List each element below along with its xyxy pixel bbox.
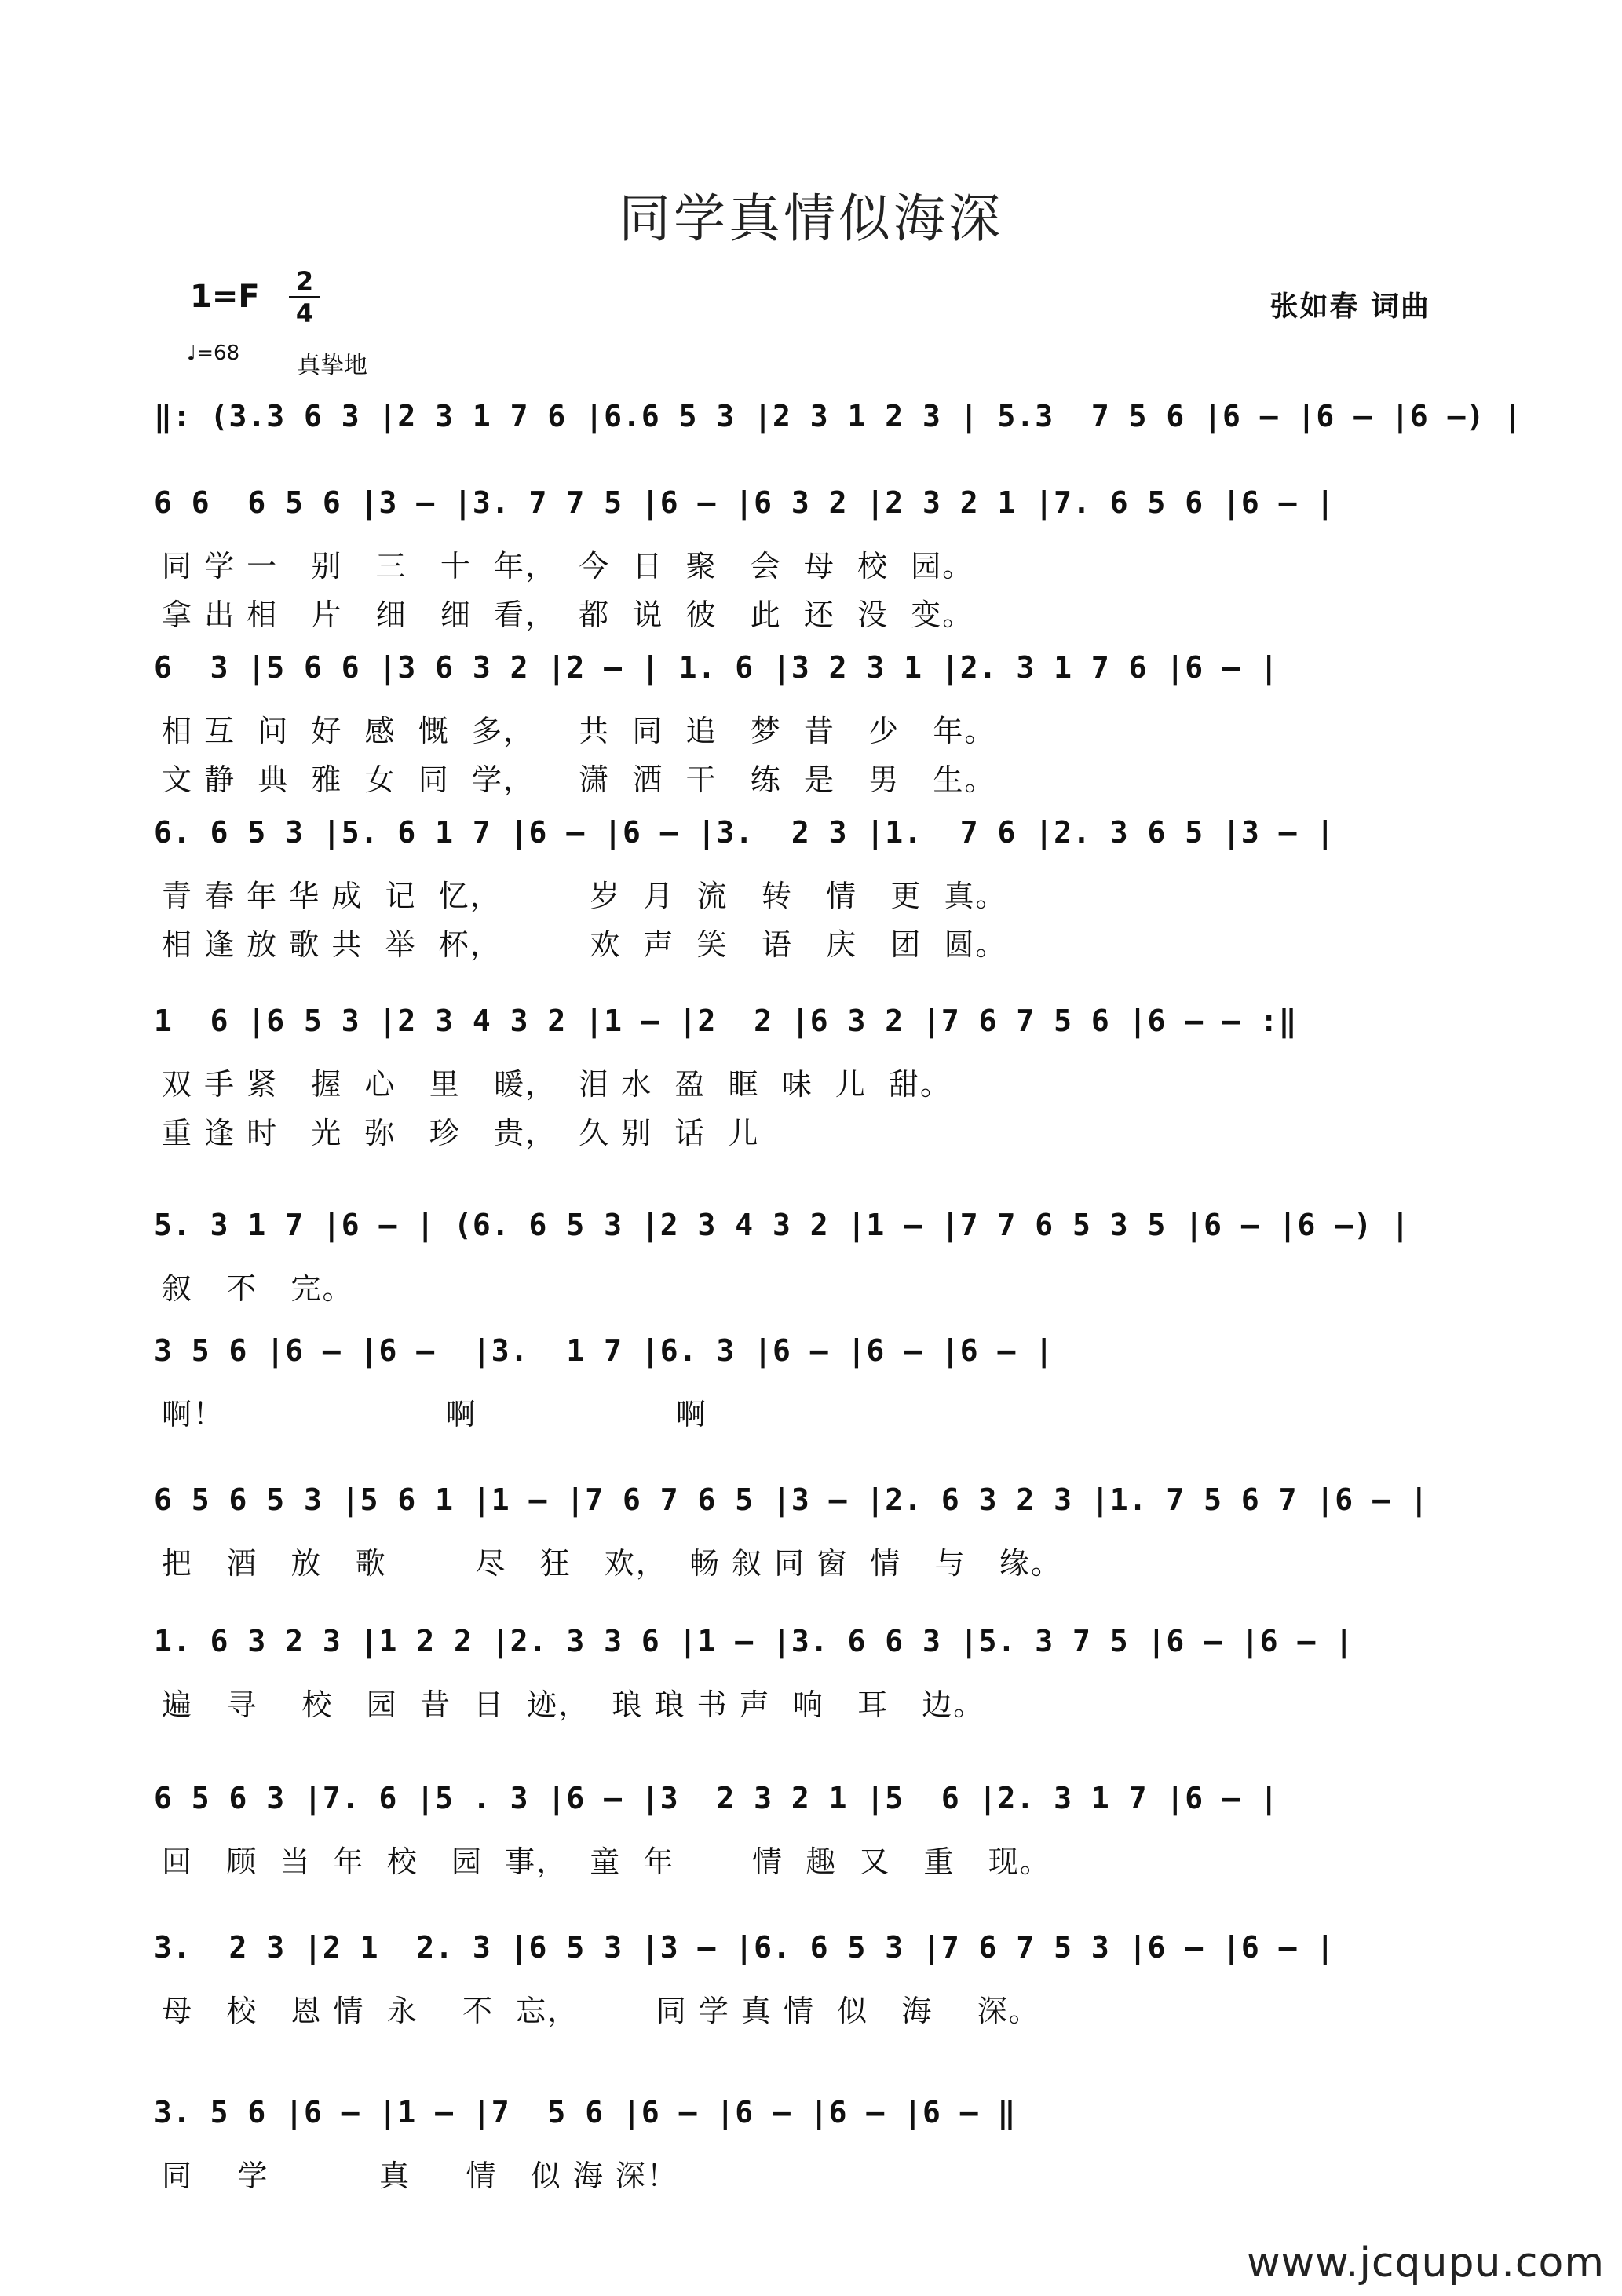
lyric-line: 同 学 真 情 似 海 深！ bbox=[162, 2159, 678, 2193]
time-signature-top: 2 bbox=[295, 266, 314, 296]
time-signature bbox=[289, 267, 320, 327]
notation-line: 5. 3 1 7 |6 – | (6. 6 5 3 |2 3 4 3 2 |1 – |7 7 6 5 3 5 |6 – |6 –) | bbox=[154, 1208, 1410, 1242]
notation-line: ‖: (3.3 6 3 |2 3 1 7 6 |6.6 5 3 |2 3 1 2 3 | 5.3 7 5 6 |6 – |6 – |6 –) | bbox=[154, 399, 1523, 433]
key-signature: 1=F bbox=[190, 279, 260, 315]
lyric-line: 青 春 年 华 成 记 忆， 岁 月 流 转 情 更 真。 bbox=[162, 879, 1007, 913]
notation-line: 3. 2 3 |2 1 2. 3 |6 5 3 |3 – |6. 6 5 3 |7 6 7 5 3 |6 – |6 – | bbox=[154, 1930, 1335, 1965]
composer-credit: 张如春 词曲 bbox=[1269, 291, 1430, 323]
lyric-line: 回 顾 当 年 校 园 事， 童 年 情 趣 又 重 现。 bbox=[162, 1844, 1051, 1879]
watermark: www.jcqupu.com bbox=[1247, 2239, 1605, 2287]
notation-line: 6 3 |5 6 6 |3 6 3 2 |2 – | 1. 6 |3 2 3 1 |2. 3 1 7 6 |6 – | bbox=[154, 650, 1279, 685]
lyric-line: 文 静 典 雅 女 同 学， 潇 洒 干 练 是 男 生。 bbox=[162, 762, 996, 797]
lyric-line: 相 互 问 好 感 慨 多， 共 同 追 梦 昔 少 年。 bbox=[162, 714, 996, 748]
lyric-line: 双 手 紧 握 心 里 暖， 泪 水 盈 眶 味 儿 甜。 bbox=[162, 1067, 952, 1102]
lyric-line: 遍 寻 校 园 昔 日 迹， 琅 琅 书 声 响 耳 边。 bbox=[162, 1687, 985, 1722]
lyric-line: 啊！ 啊 啊 bbox=[162, 1397, 708, 1431]
notation-line: 1 6 |6 5 3 |2 3 4 3 2 |1 – |2 2 |6 3 2 |7 6 7 5 6 |6 – – :‖ bbox=[154, 1004, 1298, 1038]
lyric-line: 把 酒 放 歌 尽 狂 欢， 畅 叙 同 窗 情 与 缘。 bbox=[162, 1546, 1062, 1581]
notation-line: 1. 6 3 2 3 |1 2 2 |2. 3 3 6 |1 – |3. 6 6 3 |5. 3 7 5 |6 – |6 – | bbox=[154, 1624, 1354, 1658]
notation-line: 6. 6 5 3 |5. 6 1 7 |6 – |6 – |3. 2 3 |1. 7 6 |2. 3 6 5 |3 – | bbox=[154, 815, 1335, 850]
notation-line: 6 5 6 3 |7. 6 |5 . 3 |6 – |3 2 3 2 1 |5 6 |2. 3 1 7 |6 – | bbox=[154, 1781, 1279, 1815]
lyric-line: 拿 出 相 片 细 细 看， 都 说 彼 此 还 没 变。 bbox=[162, 598, 974, 632]
lyric-line: 母 校 恩 情 永 不 忘， 同 学 真 情 似 海 深。 bbox=[162, 1994, 1040, 2028]
time-signature-bottom: 4 bbox=[295, 298, 314, 328]
notation-line: 6 6 6 5 6 |3 – |3. 7 7 5 |6 – |6 3 2 |2 3 2 1 |7. 6 5 6 |6 – | bbox=[154, 485, 1335, 520]
notation-line: 3 5 6 |6 – |6 – |3. 1 7 |6. 3 |6 – |6 – |6 – | bbox=[154, 1333, 1054, 1368]
score-title: 同学真情似海深 bbox=[619, 188, 1003, 249]
lyric-line: 叙 不 完。 bbox=[162, 1271, 354, 1306]
notation-line: 3. 5 6 |6 – |1 – |7 5 6 |6 – |6 – |6 – |6 – ‖ bbox=[154, 2095, 1017, 2130]
tempo-marking: ♩=68 bbox=[187, 342, 240, 365]
notation-line: 6 5 6 5 3 |5 6 1 |1 – |7 6 7 6 5 |3 – |2. 6 3 2 3 |1. 7 5 6 7 |6 – | bbox=[154, 1483, 1429, 1517]
lyric-line: 同 学 一 别 三 十 年， 今 日 聚 会 母 校 园。 bbox=[162, 549, 974, 583]
lyric-line: 相 逢 放 歌 共 举 杯， 欢 声 笑 语 庆 团 圆。 bbox=[162, 927, 1007, 962]
lyric-line: 重 逢 时 光 弥 珍 贵， 久 别 话 儿 bbox=[162, 1116, 760, 1150]
expression-marking: 真挚地 bbox=[297, 352, 367, 379]
